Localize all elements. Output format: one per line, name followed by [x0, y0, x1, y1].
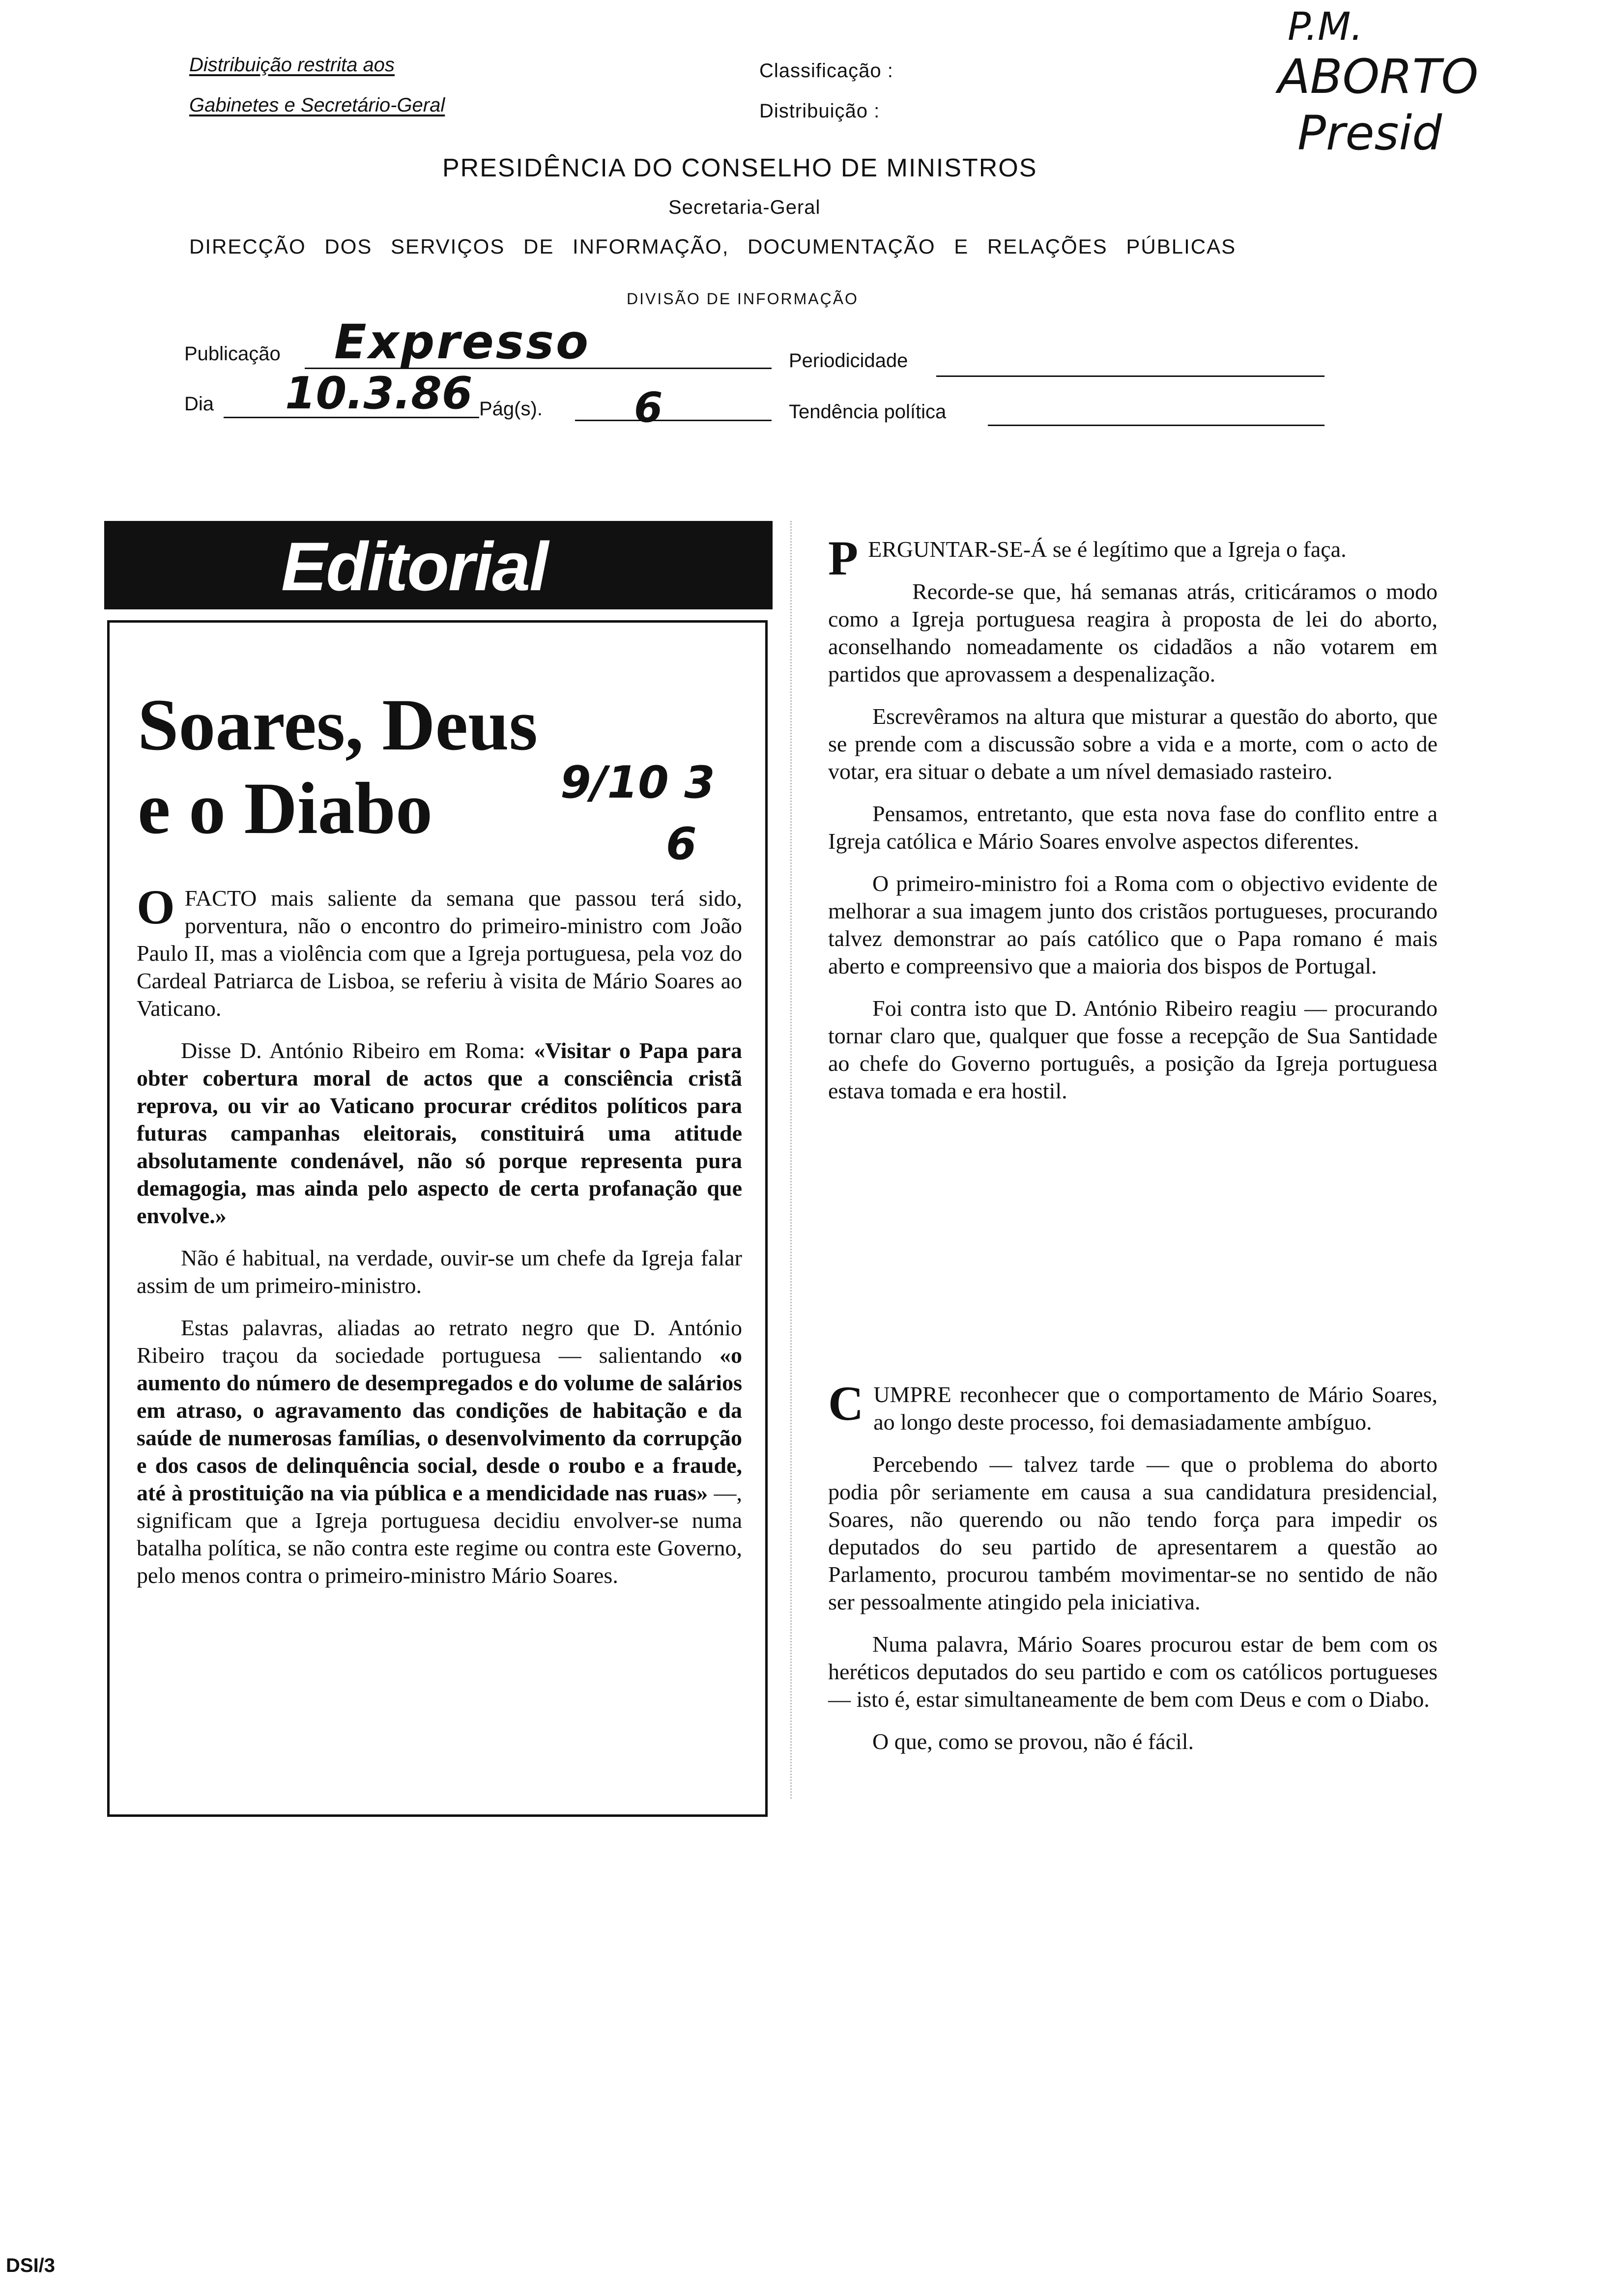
right-paragraph-1 — [828, 531, 1438, 585]
right-column-section-1 — [828, 531, 1438, 1105]
publicacao-value: Expresso — [334, 315, 590, 370]
right-column-section-2 — [828, 1376, 1438, 1755]
left-paragraph-2 — [137, 1037, 742, 1230]
tendencia-label: Tendência política — [789, 401, 947, 423]
divisao-heading: DIVISÃO DE INFORMAÇÃO — [627, 290, 859, 308]
right-paragraph-2: Recorde-se que, há semanas atrás, criticáramos o modo como a Igreja portuguesa reagira à proposta de lei do aborto, aconselhando nomeadamente os cidadãos a não votarem em partidos que aprovassem a despenalização. — [828, 579, 1438, 687]
presidencia-heading: PRESIDÊNCIA DO CONSELHO DE MINISTROS — [442, 154, 1037, 182]
right-paragraph-6: Foi contra isto que D. António Ribeiro reagiu — procurando tornar claro que, qualquer que fosse a recepção de Sua Santidade ao chefe do Governo português, a posição da Igreja portuguesa estava tomada e era hostil. — [828, 996, 1438, 1103]
periodicidade-line — [936, 375, 1324, 377]
left-paragraph-2-quote: «Visitar o Papa para obter cobertura moral de actos que a consciência cristã reprova, ou vir ao Vaticano procurar créditos políticos para futuras campanhas eleitorais, constituirá uma atitude absolutamente condenável, não só porque representa pura demagogia, mas ainda pelo aspecto de certa profanação que envolve.» — [137, 1038, 742, 1228]
left-paragraph-1-text: FACTO mais saliente da semana que passou terá sido, porventura, não o encontro do primeiro-ministro com João Paulo II, mas a violência com que a Igreja portuguesa, pela voz do Cardeal Patriarca de Lisboa, se referiu à visita de Mário Soares ao Vaticano. — [137, 886, 742, 1021]
dropcap-p: P — [828, 531, 859, 585]
left-column-body — [137, 880, 743, 1589]
left-paragraph-4 — [137, 1314, 742, 1589]
left-paragraph-4-a: Estas palavras, aliadas ao retrato negro que D. António Ribeiro traçou da sociedade portuguesa — salientando — [137, 1315, 742, 1368]
pags-line — [575, 420, 772, 421]
periodicidade-label: Periodicidade — [789, 350, 908, 372]
left-paragraph-1 — [137, 880, 742, 1022]
secretaria-heading: Secretaria-Geral — [668, 197, 821, 218]
right-paragraph-10: O que, como se provou, não é fácil. — [872, 1729, 1194, 1754]
handwritten-note-pm: P.M. — [1288, 5, 1363, 49]
dia-value: 10.3.86 — [285, 368, 473, 419]
classificacao-label: Classificação : — [759, 60, 893, 82]
handwritten-note-presid: Presid — [1297, 106, 1442, 161]
handwritten-note-aborto: ABORTO — [1278, 49, 1478, 104]
distribuicao-label: Distribuição : — [759, 100, 880, 122]
right-paragraph-4: Pensamos, entretanto, que esta nova fase do conflito entre a Igreja católica e Mário Soares envolve aspectos diferentes. — [828, 801, 1438, 854]
right-paragraph-7 — [828, 1376, 1438, 1436]
right-paragraph-7-text: UMPRE reconhecer que o comportamento de Mário Soares, ao longo deste processo, foi demasiadamente ambíguo. — [873, 1382, 1438, 1435]
right-paragraph-1-text: ERGUNTAR-SE-Á se é legítimo que a Igreja o faça. — [868, 537, 1347, 562]
article-title — [138, 683, 538, 850]
direccao-heading: DIRECÇÃO DOS SERVIÇOS DE INFORMAÇÃO, DOCUMENTAÇÃO E RELAÇÕES PÚBLICAS — [189, 235, 1237, 258]
handwritten-annotation-date: 9/10 3 — [560, 757, 715, 808]
dropcap-o: O — [137, 880, 175, 934]
right-paragraph-5: O primeiro-ministro foi a Roma com o objectivo evidente de melhorar a sua imagem junto dos cristãos portugueses, procurando talvez demonstrar ao país católico que o Papa romano é mais aberto e compreensivo que a maioria dos bispos de Portugal. — [828, 871, 1438, 978]
column-separator — [790, 521, 793, 1799]
handwritten-annotation-page: 6 — [666, 818, 697, 870]
right-paragraph-8: Percebendo — talvez tarde — que o problema do aborto podia pôr seriamente em causa a sua candidatura presidencial, Soares, não querendo ou não tendo força para impedir os deputados do seu partido de apresentarem a questão ao Parlamento, procurou também movimentar-se no sentido de não ser pessoalmente atingido pela iniciativa. — [828, 1452, 1438, 1614]
editorial-banner-label: Editorial — [281, 528, 548, 605]
distribution-line-1: Distribuição restrita aos — [189, 54, 395, 76]
pags-value: 6 — [634, 383, 663, 431]
dropcap-c: C — [828, 1376, 864, 1431]
article-title-line-2: e o Diabo — [138, 768, 432, 849]
right-paragraph-3: Escrevêramos na altura que misturar a questão do aborto, que se prende com a discussão sobre a vida e a morte, com o acto de votar, era situar o debate a um nível demasiado rasteiro. — [828, 704, 1438, 784]
left-paragraph-4-b: —, significam que a Igreja portuguesa decidiu envolver-se numa batalha política, se não contra este regime ou contra este Governo, pelo menos contra o primeiro-ministro Mário Soares. — [137, 1480, 743, 1588]
left-paragraph-4-quote: «o aumento do número de desempregados e do volume de salários em atraso, o agravamento das condições de habitação e da saúde de numerosas famílias, o desenvolvimento da corrupção e dos casos de delinquência social, desde o roubo e a fraude, até à prostituição na via pública e a mendicidade nas ruas» — [137, 1343, 742, 1505]
dia-label: Dia — [184, 393, 214, 415]
right-paragraph-9: Numa palavra, Mário Soares procurou estar de bem com os heréticos deputados do seu partido e com os católicos portugueses — isto é, estar simultaneamente de bem com Deus e com o Diabo. — [828, 1632, 1438, 1712]
article-title-line-1: Soares, Deus — [138, 684, 538, 766]
publicacao-label: Publicação — [184, 343, 281, 365]
footer-code: DSI/3 — [6, 2255, 56, 2276]
pags-label: Pág(s). — [479, 398, 543, 420]
editorial-banner — [104, 521, 773, 609]
left-paragraph-2-intro: Disse D. António Ribeiro em Roma: — [181, 1038, 534, 1063]
left-paragraph-3: Não é habitual, na verdade, ouvir-se um chefe da Igreja falar assim de um primeiro-ministro. — [137, 1245, 742, 1298]
tendencia-line — [988, 425, 1324, 426]
distribution-line-2: Gabinetes e Secretário-Geral — [189, 94, 445, 116]
